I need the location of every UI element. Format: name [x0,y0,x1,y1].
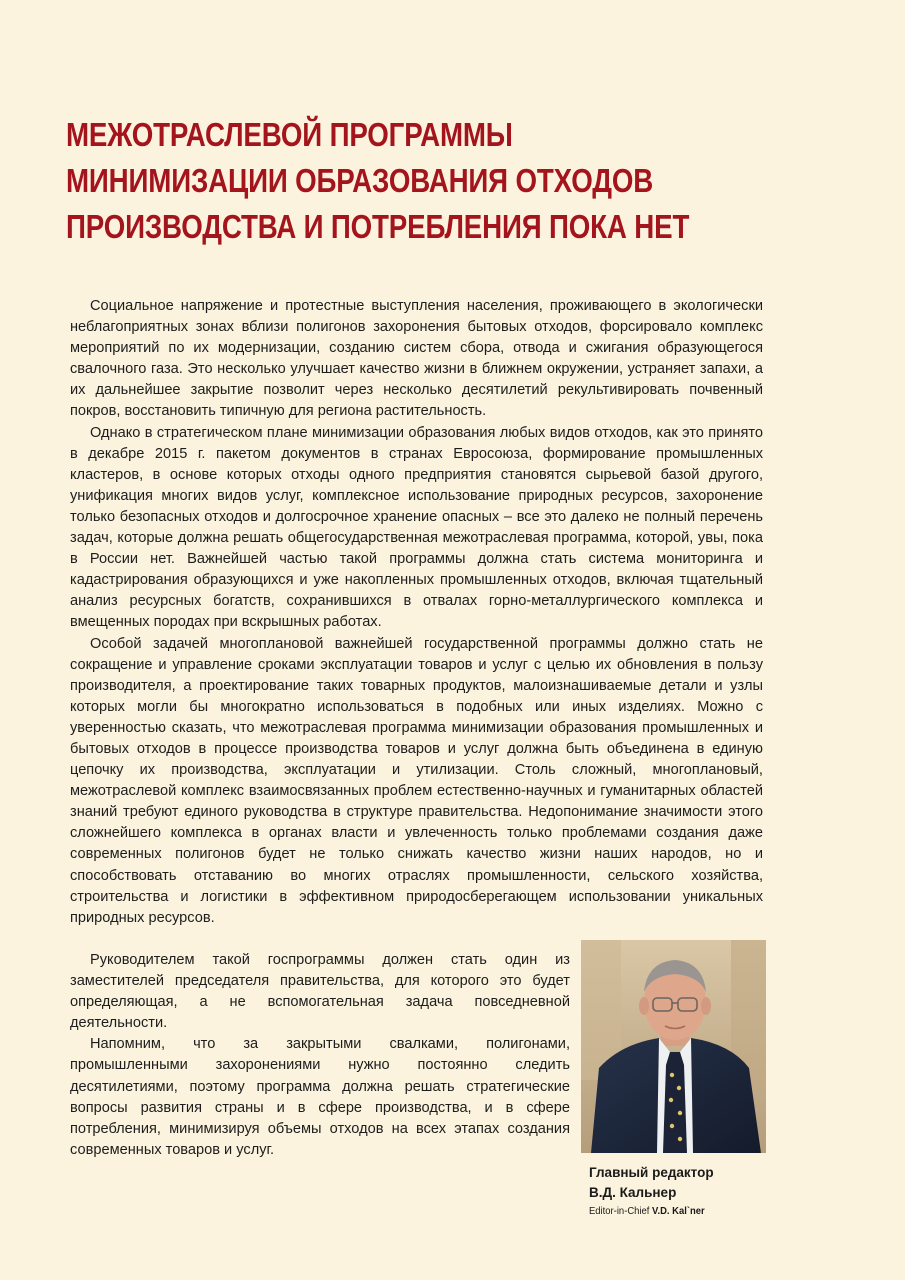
article-title [66,112,704,250]
author-photo [581,940,766,1153]
title-line: МЕЖОТРАСЛЕВОЙ ПРОГРАММЫ [66,116,513,153]
author-name-en: V.D. Kal`ner [652,1205,705,1217]
author-english-caption [589,1203,787,1219]
author-caption [589,1163,809,1219]
paragraph: Однако в стратегическом плане минимизации образования любых видов отходов, как это принято в декабре 2015 г. пакетом документов в странах Евросоюза, формирование промышленных кластеров, в основе которых отходы одного предприятия становятся сырьевой базой другого, унификация многих видов услуг, комплексное использование природных ресурсов, захоронение только безопасных отходов и долгосрочное хранение опасных – все это далеко не полный перечень задач, которые должна решать общегосударственная межотраслевая программа, которой, увы, пока в России нет. Важнейшей частью такой программы должна стать система мониторинга и кадастрирования образующихся и уже накопленных промышленных отходов, включая тщательный анализ ресурсных богатств, сохранившихся в отвалах горно-металлургического комплекса и вмещенных породах при вскрышных работах. [70,424,763,631]
author-role: Главный редактор [589,1165,714,1180]
paragraph: Напомним, что за закрытыми свалками, полигонами, промышленными захоронениями нужно постоянно следить десятилетиями, поэтому программа должна решать стратегические вопросы развития страны и в сфере производства, и в сфере потребления, минимизируя объемы отходов на всех этапах создания современных товаров и услуг. [70,1036,570,1158]
paragraph: Особой задачей многоплановой важнейшей государственной программы должно стать не сокращение и управление сроками эксплуатации товаров и услуг с целью их обновления в пользу производителя, а проектирование таких товарных продуктов, малоизнашиваемые детали и узлы которых могли бы многократно использоваться в подобных или иных изделиях. Можно с уверенностью сказать, что межотраслевая программа минимизации образования промышленных и бытовых отходов в процессе производства товаров и услуг должна быть объединена в единую цепочку их производства, эксплуатации и утилизации. Столь сложный, многоплановый, межотраслевой комплекс взаимосвязанных проблем естественно-научных и гуманитарных областей знаний требуют единого руководства в структуре правительства. Недопонимание значимости этого сложнейшего комплекса в органах власти и увлеченность только проблемами создания даже современных полигонов будет не только снижать качество жизни наших народов, но и способствовать отставанию во многих отраслях промышленности, сельского хозяйства, строительства и логистики в эффективном природосберегающем использовании уникальных природных ресурсов. [70,635,763,926]
author-role-en: Editor-in-Chief [589,1205,650,1217]
author-name: В.Д. Кальнер [589,1185,677,1200]
title-line: ПРОИЗВОДСТВА И ПОТРЕБЛЕНИЯ ПОКА НЕТ [66,208,690,245]
paragraph: Социальное напряжение и протестные выступления населения, проживающего в экологически неблагоприятных зонах вблизи полигонов захоронения бытовых отходов, форсировало комплекс мероприятий по их модернизации, созданию систем сбора, отвода и сжигания образующегося свалочного газа. Это несколько улучшает качество жизни в ближнем окружении, устраняет запахи, а их дальнейшее закрытие позволит через несколько десятилетий рекультивировать почвенный покров, восстановить типичную для региона растительность. [70,298,763,420]
title-line: МИНИМИЗАЦИИ ОБРАЗОВАНИЯ ОТХОДОВ [66,162,654,199]
article-body-top [70,296,763,929]
paragraph: Руководителем такой госпрограммы должен стать один из заместителей председателя правительства, для которого это будет определяющая, а не вспомогательная задача повседневной деятельности. [70,952,570,1032]
author-portrait-image [581,940,766,1153]
article-body-bottom [70,950,570,1161]
